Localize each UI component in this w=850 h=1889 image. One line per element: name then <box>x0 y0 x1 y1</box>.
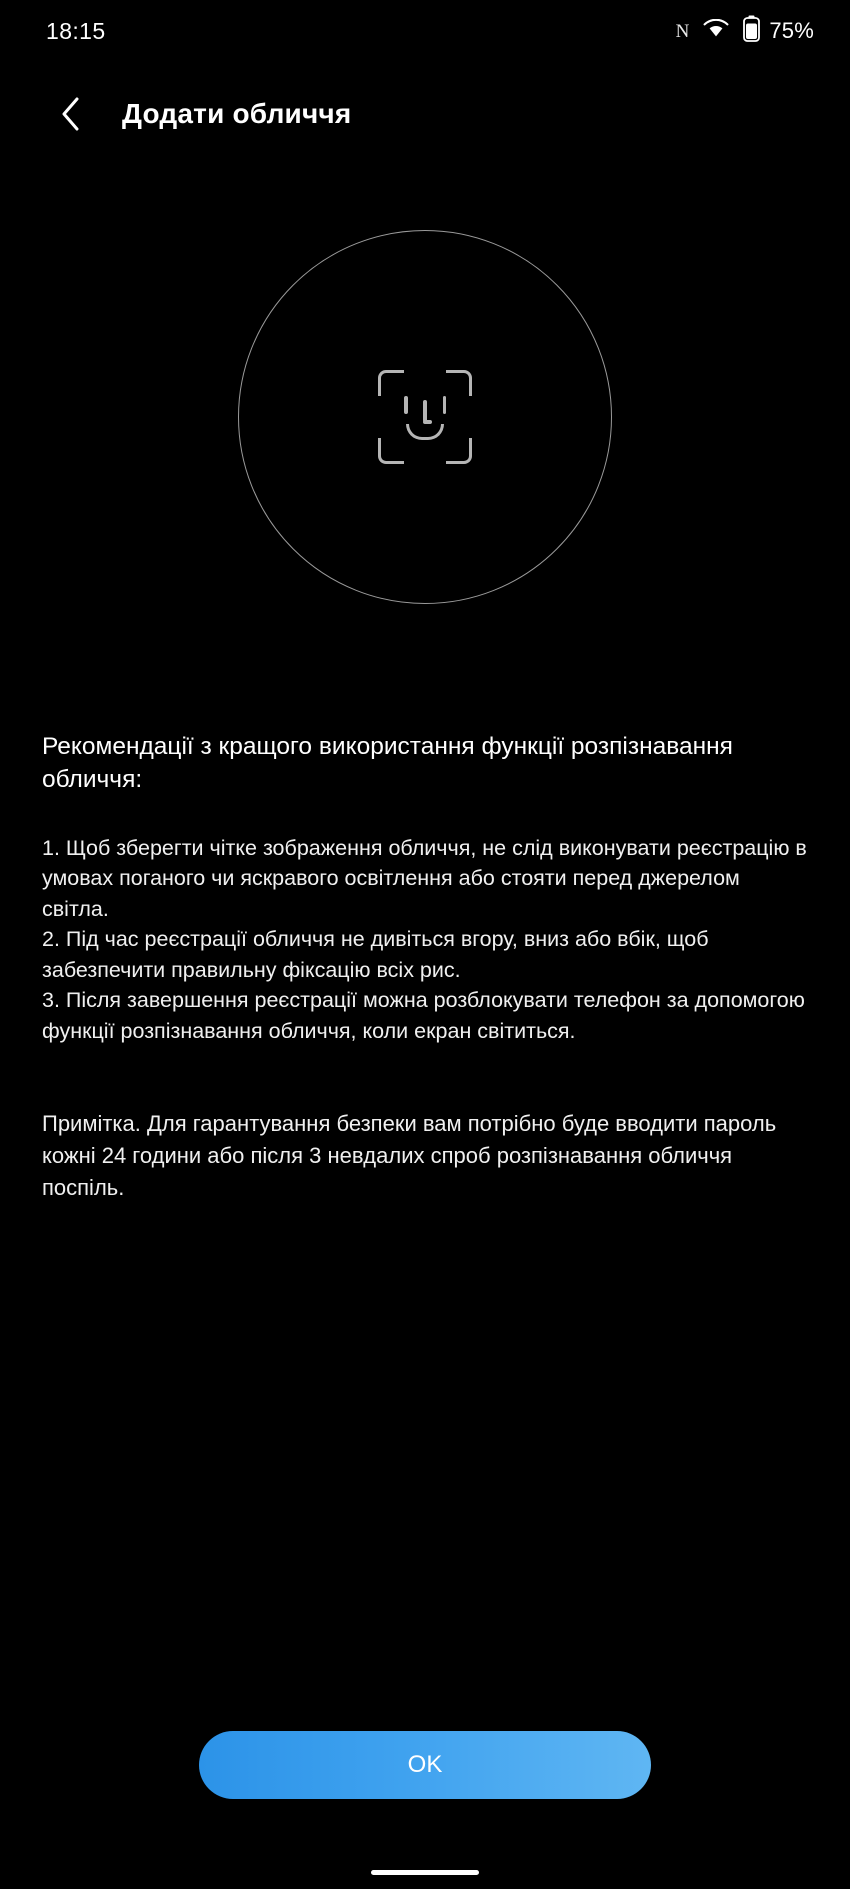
battery-percent: 75% <box>769 18 814 43</box>
status-bar <box>0 0 850 62</box>
tips-heading: Рекомендації з кращого використання функції розпізнавання обличчя: <box>42 733 733 794</box>
scan-corner-top-right <box>446 370 472 396</box>
face-eye-right <box>443 396 447 414</box>
face-eye-left <box>404 396 408 414</box>
nfc-icon: N <box>675 20 690 42</box>
page-title: Додати обличчя <box>122 98 352 129</box>
status-icons <box>676 15 814 47</box>
scan-corner-bottom-left <box>378 438 404 464</box>
ok-button[interactable]: OK <box>199 1731 651 1799</box>
face-outline-circle <box>238 230 612 604</box>
tip-item-2: 2. Під час реєстрації обличчя не дивіться вгору, вниз або вбік, щоб забезпечити правильну фіксацію всіх рис. <box>42 927 709 982</box>
app-bar <box>0 62 850 166</box>
face-mouth <box>406 424 444 440</box>
face-nose <box>423 400 427 422</box>
battery-indicator <box>743 15 814 47</box>
face-scan-illustration <box>0 166 850 604</box>
home-indicator-area <box>0 1855 850 1889</box>
tips-list <box>42 833 808 1047</box>
back-chevron-icon[interactable] <box>48 92 92 136</box>
tip-item-1: 1. Щоб зберегти чітке зображення обличчя, не слід виконувати реєстрацію в умовах поганого чи яскравого освітлення або стояти перед джерелом світла. <box>42 835 807 921</box>
face-scan-icon <box>378 370 472 464</box>
battery-icon <box>743 15 760 47</box>
scan-corner-top-left <box>378 370 404 396</box>
tip-item-3: 3. Після завершення реєстрації можна розблокувати телефон за допомогою функції розпізнавання обличчя, коли екран світиться. <box>42 988 805 1043</box>
footer-actions <box>0 1731 850 1855</box>
home-indicator[interactable] <box>371 1870 479 1875</box>
security-note: Примітка. Для гарантування безпеки вам потрібно буде вводити пароль кожні 24 години або після 3 невдалих спроб розпізнавання обличчя поспіль. <box>42 1111 777 1201</box>
scan-corner-bottom-right <box>446 438 472 464</box>
instructions-section <box>0 730 850 1731</box>
status-time: 18:15 <box>46 17 106 44</box>
wifi-icon <box>703 19 729 43</box>
face-nose-tip <box>423 420 432 424</box>
